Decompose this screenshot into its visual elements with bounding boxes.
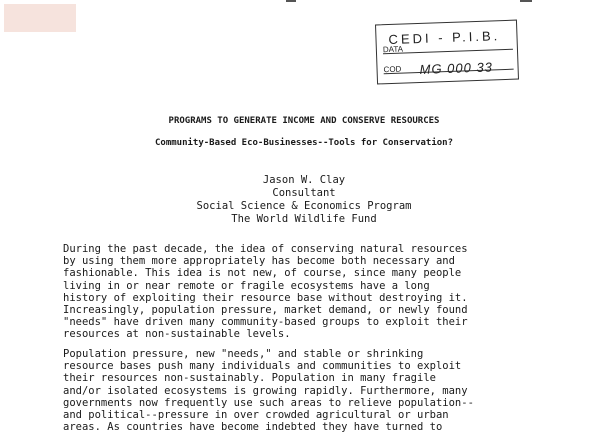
author-program: Social Science & Economics Program [196, 200, 412, 212]
stamp-code-value: MG 000 33 [419, 59, 494, 77]
author-organization: The World Wildlife Fund [231, 213, 377, 225]
body-paragraph: Population pressure, new "needs," and stable or shrinking resource bases push many individuals and communities to exploit their resources non-sustainably. Population in many fragile and/or isolated ecosystems is growing rapidly. Furthermore, many governments now frequently use such areas to relieve population-- and political--pressure in over crowded agricultural or urban areas. As countries have become indebted they have turned to [63, 348, 474, 433]
scan-mark [286, 0, 296, 2]
body-paragraph: During the past decade, the idea of conserving natural resources by using them more appropriately has become both necessary and fashionable. This idea is not new, of course, since many people living in or near remote or fragile ecosystems have a long history of exploiting their resource base without destroying it. Increasingly, population pressure, market demand, or newly found "needs" have driven many community-based groups to exploit their resources at non-sustainable levels. [63, 243, 468, 341]
author-role: Consultant [272, 187, 336, 199]
author-name: Jason W. Clay [262, 174, 346, 186]
document-subtitle: Community-Based Eco-Businesses--Tools for Conservation? [154, 138, 453, 148]
stamp-code-label: COD [383, 64, 402, 75]
archive-logo [4, 4, 76, 32]
stamp-title: CEDI - P.I.B. [388, 28, 501, 48]
document-title: PROGRAMS TO GENERATE INCOME AND CONSERVE RESOURCES [168, 116, 440, 126]
scan-mark [520, 0, 532, 2]
archive-stamp [375, 20, 519, 85]
stamp-date-label: DATA [382, 44, 404, 55]
